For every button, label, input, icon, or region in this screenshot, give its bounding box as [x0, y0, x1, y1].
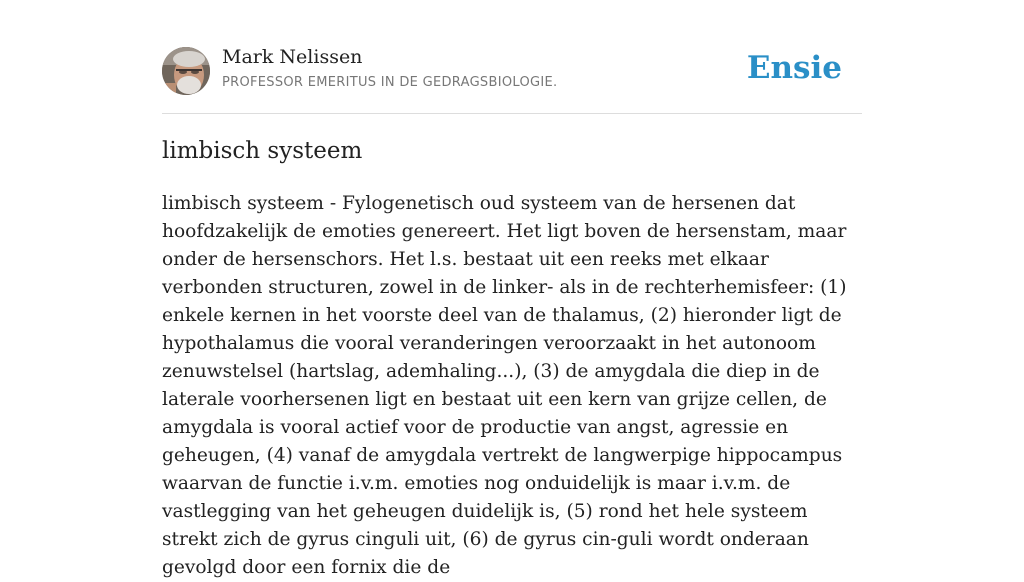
author-name[interactable]: Mark Nelissen [222, 46, 363, 68]
author-header [162, 46, 862, 96]
brand-logo[interactable]: Ensie [746, 50, 842, 86]
author-avatar[interactable] [162, 47, 210, 95]
entry-body: limbisch systeem - Fylogenetisch oud systeem van de hersenen dat hoofdzakelijk de emoties genereert. Het ligt boven de hersenstam, maar onder de hersenschors. Het l.s. bestaat uit een reeks met elkaar verbonden structuren, zowel in de linker- als in de rechterhemisfeer: (1) enkele kernen in het voorste deel van de thalamus, (2) hieronder ligt de hypothalamus die vooral veranderingen veroorzaakt in het autonoom zenuwstelsel (hartslag, ademhaling...), (3) de amygdala die diep in de laterale voorhersenen ligt en bestaat uit een kern van grijze cellen, de amygdala is vooral actief voor de productie van angst, agressie en geheugen, (4) vanaf de amygdala vertrekt de langwerpige hippocampus waarvan de functie i.v.m. emoties nog onduidelijk is maar i.v.m. de vastlegging van het geheugen duidelijk is, (5) rond het hele systeem strekt zich de gyrus cinguli uit, (6) de gyrus cin-guli wordt onderaan gevolgd door een fornix die de [162, 193, 847, 578]
author-tagline: PROFESSOR EMERITUS IN DE GEDRAGSBIOLOGIE. [222, 75, 558, 90]
avatar-portrait-image [162, 47, 210, 95]
entry-title: limbisch systeem [162, 138, 363, 164]
header-divider [162, 113, 862, 114]
